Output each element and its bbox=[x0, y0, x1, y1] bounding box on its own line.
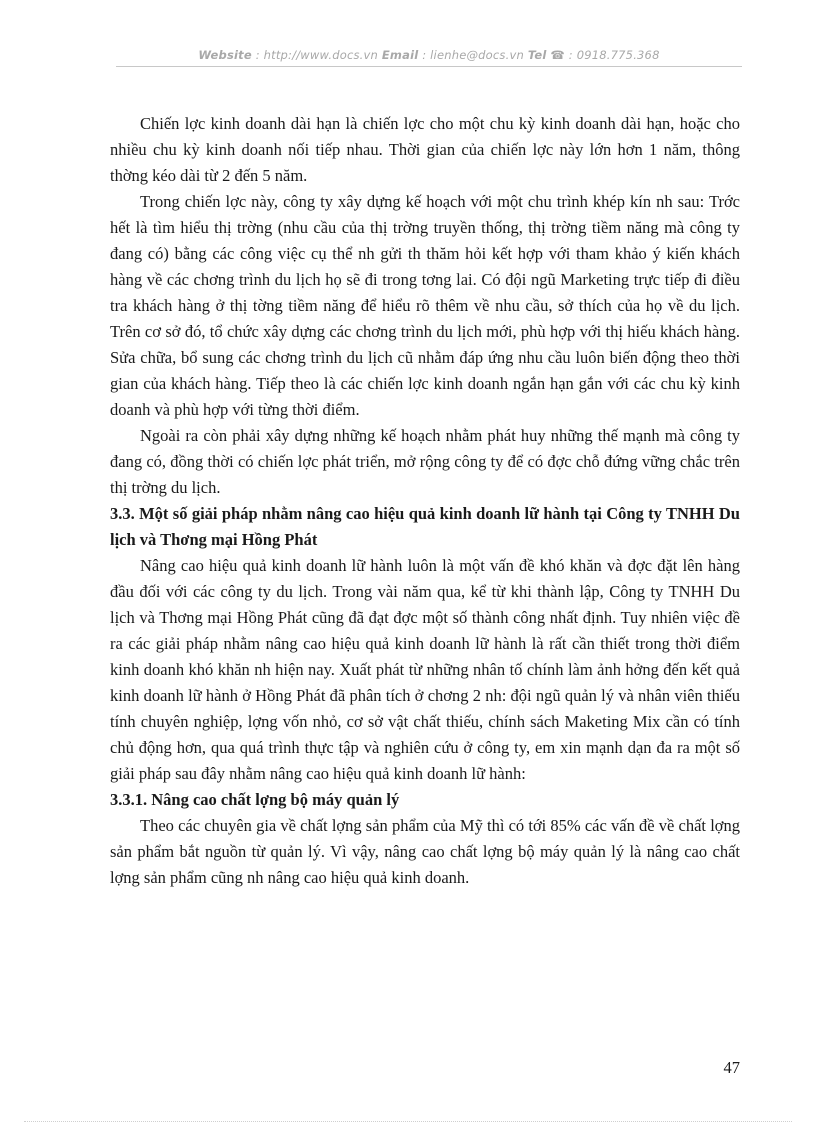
paragraph-efficiency: Nâng cao hiệu quả kinh doanh lữ hành luôn là một vấn đề khó khăn và đợc đặt lên hàng đầu đối với các công ty du lịch. Trong vài năm qua, kể từ khi thành lập, Công ty TNHH Du lịch và Thơng mại Hồng Phát cũng đã đạt đợc một số thành công nhất định. Tuy nhiên việc đề ra các giải pháp nhằm nâng cao hiệu quả kinh doanh lữ hành là rất cần thiết trong thời điểm kinh doanh khó khăn nh hiện nay. Xuất phát từ những nhân tố chính làm ảnh hởng đến kết quả kinh doanh lữ hành ở Hồng Phát đã phân tích ở chơng 2 nh: đội ngũ quản lý và nhân viên thiếu tính chuyên nghiệp, lợng vốn nhỏ, cơ sở vật chất thiếu, chính sách Maketing Mix cần có tính chủ động hơn, qua quá trình thực tập và nghiên cứu ở công ty, em xin mạnh dạn đa ra một số giải pháp sau đây nhằm nâng cao hiệu quả kinh doanh lữ hành: bbox=[110, 556, 740, 783]
page-header bbox=[116, 48, 742, 62]
page-number: 47 bbox=[723, 1058, 740, 1077]
email-label: Email bbox=[381, 48, 419, 62]
paragraph-long-term-strategy: Chiến lợc kinh doanh dài hạn là chiến lợc cho một chu kỳ kinh doanh dài hạn, hoặc cho nhiều chu kỳ kinh doanh nối tiếp nhau. Thời gian của chiến lợc này lớn hơn 1 năm, thông thờng kéo dài từ 2 đến 5 năm. bbox=[110, 114, 740, 185]
paragraph-management-quality: Theo các chuyên gia về chất lợng sản phẩm của Mỹ thì có tới 85% các vấn đề về chất lợng sản phẩm bắt nguồn từ quản lý. Vì vậy, nâng cao chất lợng bộ máy quản lý là nâng cao chất lợng sản phẩm cũng nh nâng cao hiệu quả kinh doanh. bbox=[110, 816, 740, 887]
section-heading-3-3: 3.3. Một số giải pháp nhằm nâng cao hiệu quả kinh doanh lữ hành tại Công ty TNHH Du lịch và Thơng mại Hồng Phát bbox=[110, 504, 740, 549]
paragraph-strengths: Ngoài ra còn phải xây dựng những kế hoạch nhằm phát huy những thế mạnh mà công ty đang có, đồng thời có chiến lợc phát triển, mở rộng công ty để có đợc chỗ đứng vững chắc trên thị trờng du lịch. bbox=[110, 426, 740, 497]
page-content bbox=[110, 111, 740, 891]
email-value: : lienhe@docs.vn bbox=[422, 48, 524, 62]
paragraph-strategy-cycle: Trong chiến lợc này, công ty xây dựng kế hoạch với một chu trình khép kín nh sau: Trớc hết là tìm hiểu thị trờng (nhu cầu của thị trờng truyền thống, thị trờng tiềm năng mà công ty đang có) bằng các công việc cụ thể nh gửi th thăm hỏi kết hợp với tham khảo ý kiến khách hàng về các chơng trình du lịch họ sẽ đi trong tơng lai. Có đội ngũ Marketing trực tiếp đi điều tra khách hàng ở thị tờng tiềm năng để hiểu rõ thêm về nhu cầu, sở thích của họ về du lịch. Trên cơ sở đó, tổ chức xây dựng các chơng trình du lịch mới, phù hợp với thị hiếu khách hàng. Sửa chữa, bổ sung các chơng trình du lịch cũ nhằm đáp ứng nhu cầu luôn biến động theo thời gian của khách hàng. Tiếp theo là các chiến lợc kinh doanh ngắn hạn gắn với các chu kỳ kinh doanh và phù hợp với từng thời điểm. bbox=[110, 192, 740, 419]
tel-value: ☎ : 0918.775.368 bbox=[550, 48, 660, 62]
footer-divider bbox=[24, 1121, 792, 1122]
website-label: Website bbox=[198, 48, 252, 62]
section-heading-3-3-1: 3.3.1. Nâng cao chất lợng bộ máy quản lý bbox=[110, 790, 400, 809]
header-divider bbox=[116, 66, 742, 67]
tel-label: Tel bbox=[527, 48, 547, 62]
website-value: : http://www.docs.vn bbox=[255, 48, 379, 62]
